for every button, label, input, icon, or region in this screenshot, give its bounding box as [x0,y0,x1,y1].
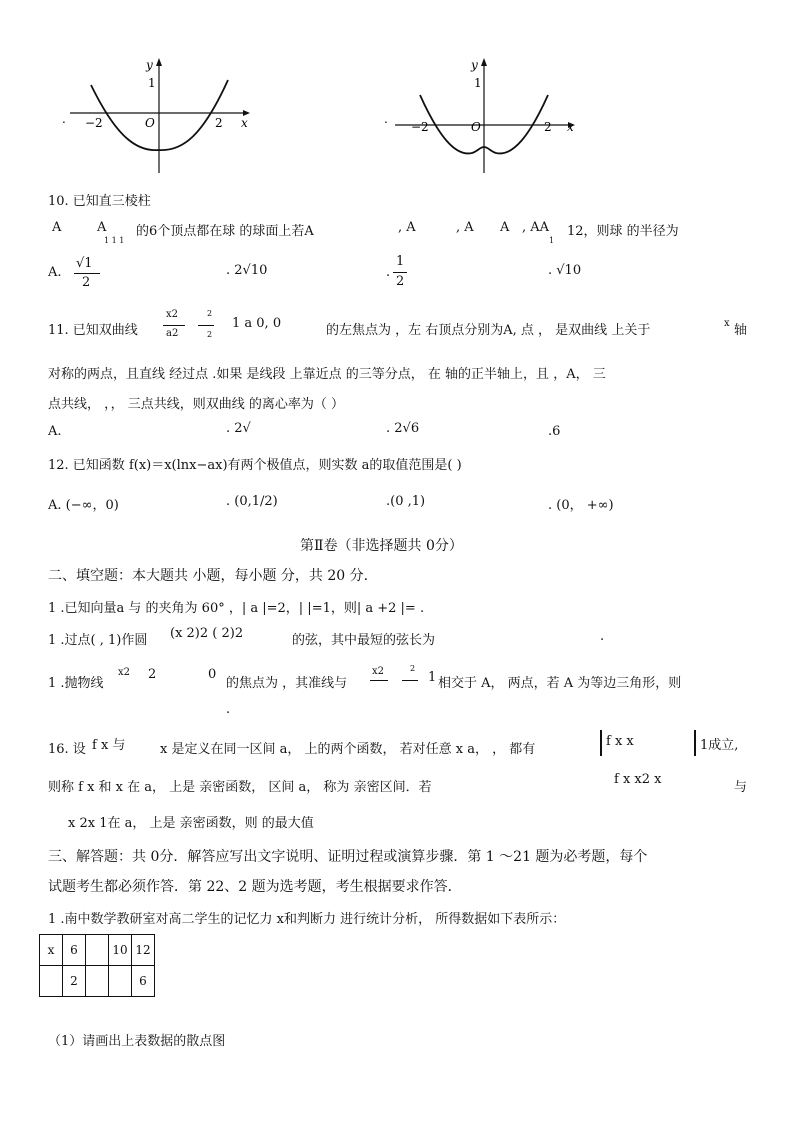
graph-b-y: y [471,58,478,72]
table-row [40,966,155,997]
q11-axis: 轴 [734,323,748,338]
q16-tail: 1成立, [700,738,739,753]
q12-stem: 12. 已知函数 f(x)＝x(lnx−ax)有两个极值点，则实数 a的取值范围是( ) [48,458,462,473]
q12-opt-a: A. (−∞，0) [48,498,119,513]
q11-rest: 的左焦点为 ，左 右顶点分别为A, 点 ， 是双曲线 上关于 [326,323,651,338]
q16-abs: f x x [606,734,634,749]
q11-cond: 1 a 0, 0 [232,316,282,331]
graph-a-dot: . [62,112,66,126]
graph-a-tick-2: 2 [215,116,223,130]
graph-b-tick-neg2: −2 [411,120,429,134]
q10-opt-c-den: 2 [396,274,405,289]
q12-opt-b: . (0,1/2) [226,494,278,509]
q10-a5: A [500,220,510,235]
q16-f: f x 与 [92,738,126,753]
q11-x-axis: x [724,318,730,329]
q16-l2-tail: 与 [734,780,748,795]
q10-opt-a: A. [48,265,62,280]
q14-end: . [600,629,605,644]
q11-opt-d: .6 [548,424,561,439]
table-cell [86,935,109,966]
q15-fx: x2 [372,666,385,677]
q11-den2: 2 [207,330,213,339]
q15-one: 1 [428,670,437,685]
data-table [39,934,155,997]
q14-start: 1 .过点( , 1)作圆 [48,633,148,648]
q15-start: 1 .抛物线 [48,676,104,691]
q11-opt-a: A. [48,424,62,439]
graph-b-dot: . [384,112,388,126]
q11-x2: x2 [166,309,179,320]
q12-opt-c: .(0 ,1) [386,494,426,509]
q13: 1 .已知向量a 与 的夹角为 60° ，| a |=2，| |=1，则| a +2 |= . [48,601,425,616]
graph-b-tick-1: 1 [474,76,482,90]
q15-two: 2 [148,667,157,682]
q16-intro: 16. 设 [48,742,86,757]
table-cell: 12 [132,935,155,966]
section3-line1: 三、解答题：共 0分．解答应写出文字说明、证明过程或演算步骤．第 1 ～21 题为必考题，每个 [48,849,648,865]
q16-line3: x 2x 1在 a， 上是 亲密函数，则 的最大值 [68,816,314,831]
q15-x2: x2 [118,667,131,678]
q16-l2: 则称 f x 和 x 在 a， 上是 亲密函数， 区间 a， 称为 亲密区间．若 [48,780,432,795]
graph-b-tick-2: 2 [544,120,552,134]
graph-b-origin: O [471,120,481,134]
q10-a4: , A [456,220,474,235]
q14-eq: (x 2)2 ( 2)2 [170,626,244,641]
q10-opt-c-num: 1 [396,254,405,269]
table-cell [109,966,132,997]
graph-a-tick-neg2: −2 [85,116,103,130]
q14-tail: 的弦，其中最短的弦长为 [292,633,436,648]
q11-opt-c: . 2√6 [386,421,420,436]
q11-a2: a2 [166,328,179,339]
q10-opt-c-dot: . [386,265,391,280]
q16-x: x 是定义在同一区间 a， 上的两个函数， 若对任意 x a， ， 都有 [160,742,536,757]
q10-a3: , A [398,220,416,235]
q10-stem: 10. 已知直三棱柱 [48,194,151,209]
table-cell: 10 [109,935,132,966]
part2-title: 第Ⅱ卷（非选择题共 0分） [300,538,463,554]
table-row [40,935,155,966]
q11-line2: 对称的两点，且直线 经过点 .如果 是线段 上靠近点 的三等分点， 在 轴的正半轴上，且 ，A， 三 [48,367,606,382]
q11-stem: 11. 已知双曲线 [48,323,138,338]
q16-l2-f: f x x2 x [614,772,662,787]
q12-opt-d: . (0， +∞) [548,498,614,513]
section2-heading: 二、填空题：本大题共 小题，每小题 分，共 20 分. [48,568,369,584]
q10-opt-a-num: √1 [76,256,93,271]
table-cell: x [40,935,63,966]
q15-end: . [226,702,231,717]
q10-sub: 1 1 1 [104,236,125,245]
q15-f2: 2 [410,664,416,673]
graph-a-tick-1: 1 [148,76,156,90]
q15-tail: 相交于 A， 两点，若 A 为等边三角形，则 [438,676,682,691]
q10-a1: A [52,220,62,235]
table-cell [40,966,63,997]
q10-opt-a-den: 2 [82,275,91,290]
table-cell: 6 [63,935,86,966]
graph-a-origin: O [145,116,155,130]
graph-a [58,55,258,180]
table-cell: 6 [132,966,155,997]
q10-tail: 12，则球 的半径为 [567,224,679,239]
q11-opt-b: . 2√ [226,421,251,436]
q10-opt-b: . 2√10 [226,263,268,278]
q17: 1 .南中数学教研室对高二学生的记忆力 x和判断力 进行统计分析， 所得数据如下表所示： [48,912,566,927]
q10-opt-d: . √10 [548,263,582,278]
q10-a2: A [97,220,107,235]
graph-b-x: x [567,120,574,134]
q11-sup2: 2 [207,309,213,318]
q10-a6: , AA [522,220,550,235]
section3-line2: 试题考生都必须作答．第 22、2 题为选考题，考生根据要求作答． [48,879,462,895]
table-cell [86,966,109,997]
q10-sub2: 1 [549,236,555,245]
graph-a-y: y [146,58,153,72]
q15-zero: 0 [208,667,217,682]
q17-part1: （1）请画出上表数据的散点图 [48,1034,226,1049]
q15-mid: 的焦点为 ，其准线与 [226,676,348,691]
graph-b [380,55,580,180]
graph-a-x: x [241,116,248,130]
q10-mid: 的6个顶点都在球 的球面上若A [136,224,314,239]
q11-line3: 点共线， ，， 三点共线，则双曲线 的离心率为（ ） [48,397,345,412]
table-cell: 2 [63,966,86,997]
